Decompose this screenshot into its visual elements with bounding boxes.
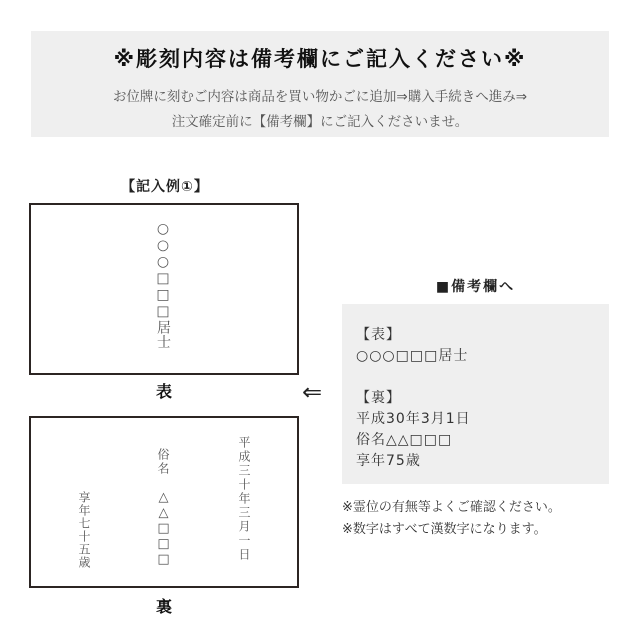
remarks-front-header: 【表】 [356, 327, 401, 343]
back-age: 享年七十五歳 [77, 491, 91, 569]
note-item: ※霊位の有無等よくご確認ください。 [342, 500, 561, 515]
banner-title: ※彫刻内容は備考欄にご記入ください※ [113, 47, 527, 71]
remarks-back-age: 享年75歳 [356, 453, 421, 469]
plaque-back-card [29, 416, 299, 588]
remarks-back-zokumei: 俗名△△□□□ [356, 432, 453, 448]
banner-instruction-line-2: 注文確定前に【備考欄】にご記入くださいませ。 [171, 114, 469, 130]
example-label: 【記入例①】 [121, 179, 209, 195]
notes [342, 497, 561, 541]
remarks-back-header: 【裏】 [356, 390, 401, 406]
front-posthumous-name: ○○○□□□居士 [155, 221, 171, 349]
back-death-date: 平成三十年三月一日 [237, 436, 251, 562]
front-side-label: 表 [155, 382, 172, 401]
left-arrow-icon: ⇐ [302, 378, 323, 406]
remarks-front-value: ○○○□□□居士 [356, 348, 469, 364]
note-item: ※数字はすべて漢数字になります。 [342, 522, 547, 537]
remarks-example-panel [342, 304, 609, 484]
banner-instruction-line-1: お位牌に刻むご内容は商品を買い物かごに追加⇒購入手続きへ進み⇒ [112, 89, 528, 105]
remarks-back-date: 平成30年3月1日 [356, 411, 471, 427]
instruction-banner [31, 31, 609, 137]
back-side-label: 裏 [155, 597, 172, 616]
back-zokumei-label: 俗名 [156, 448, 170, 476]
remarks-heading: ■備考欄へ [435, 279, 516, 295]
back-zokumei-name: △△□□□ [156, 490, 171, 568]
plaque-front-card [29, 203, 299, 375]
